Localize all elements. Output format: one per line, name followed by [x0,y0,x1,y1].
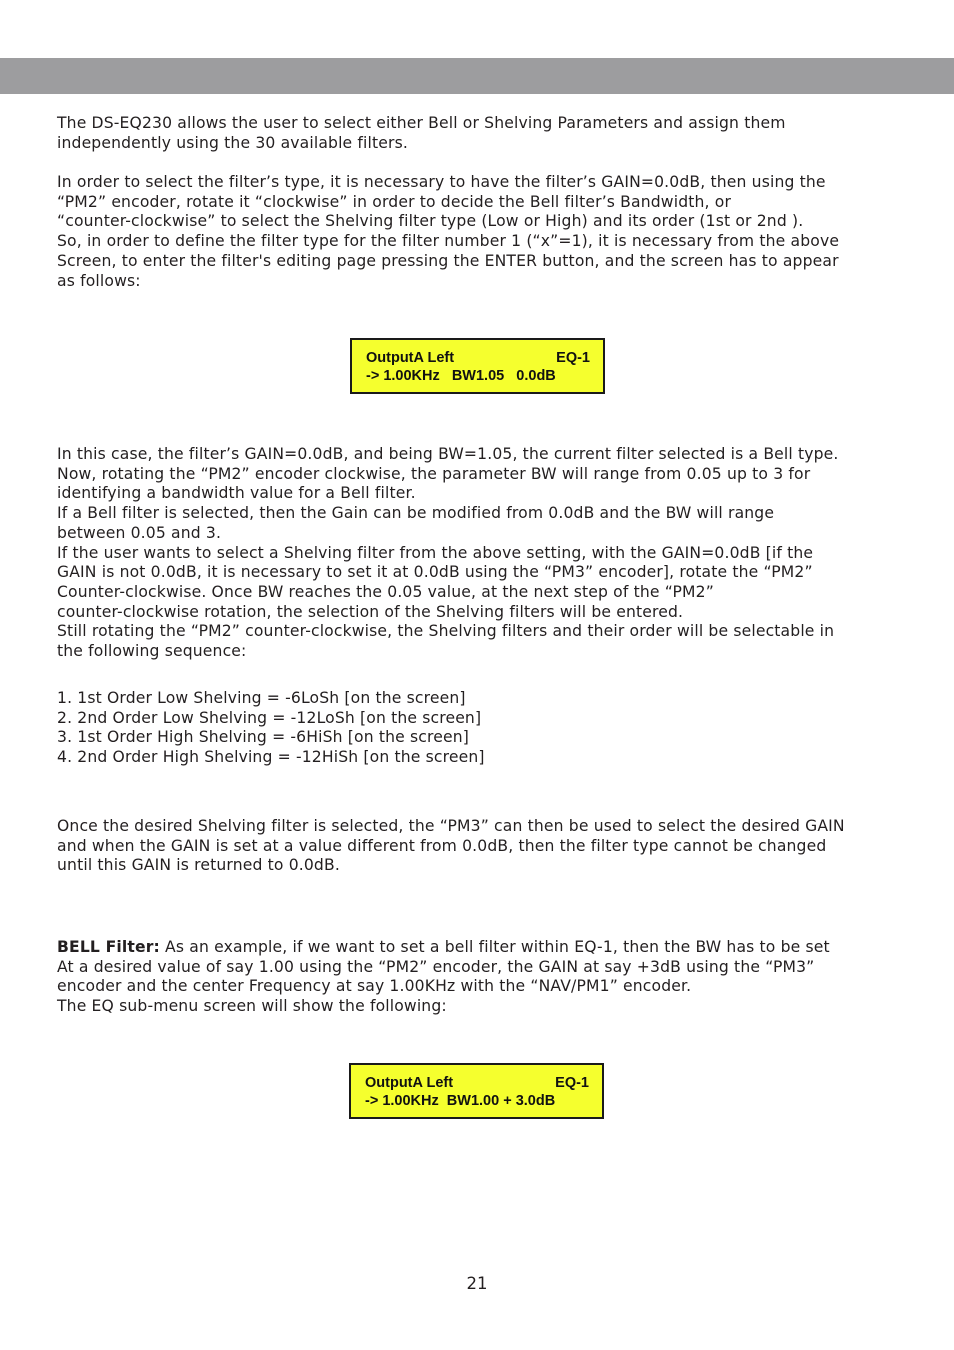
page-number: 21 [466,1274,488,1293]
filter-type-paragraph: In order to select the filter’s type, it is necessary to have the filter’s GAIN=0.0dB, then using the “PM2” encoder, rotate it “clockwise” in order to decide the Bell filter’s Bandwidth, or “counter-clockwise” to select the Shelving filter type (Low or High) and its order (1st or 2nd ). So, in order to define the filter type for the filter number 1 (“x”=1), it is necessary from the above Screen, to enter the filter's editing page pressing the ENTER button, and the screen has to appear as follows: [57,173,840,290]
lcd-parameters: -> 1.00KHz BW1.05 0.0dB [366,368,556,384]
header-bar [0,58,954,94]
bell-shelving-paragraph: In this case, the filter’s GAIN=0.0dB, and being BW=1.05, the current filter selected is a Bell type. Now, rotating the “PM2” encoder clockwise, the parameter BW will range from 0.05 up to 3 for identifying a bandwidth value for a Bell filter. If a Bell filter is selected, then the Gain can be modified from 0.0dB and the BW will range between 0.05 and 3. If the user wants to select a Shelving filter from the above setting, with the GAIN=0.0dB [if the GAIN is not 0.0dB, it is necessary to set it at 0.0dB using the “PM3” encoder], rotate the “PM2” Counter-clockwise. Once BW reaches the 0.05 value, at the next step of the “PM2” counter-clockwise rotation, the selection of the Shelving filters will be entered. Still rotating the “PM2” counter-clockwise, the Shelving filters and their order will be selectable in the following sequence: [57,445,839,661]
lcd-channel-label: OutputA Left [365,1075,454,1091]
lcd-screen-bell-set [349,1063,604,1119]
list-item: 4. 2nd Order High Shelving = -12HiSh [on the screen] [57,748,485,767]
bell-filter-label: BELL Filter: [57,938,160,956]
list-item: 2. 2nd Order Low Shelving = -12LoSh [on the screen] [57,708,482,727]
lcd-channel-label: OutputA Left [366,350,455,366]
intro-paragraph: The DS-EQ230 allows the user to select either Bell or Shelving Parameters and assign them independently using the 30 available filters. [57,114,786,152]
bell-filter-paragraph: BELL Filter: As an example, if we want to set a bell filter within EQ-1, then the BW has to be set At a desired value of say 1.00 using the “PM2” encoder, the GAIN at say +3dB using the “PM3” encoder and the center Frequency at say 1.00KHz with the “NAV/PM1” encoder. The EQ sub-menu screen will show the following: [57,938,830,1016]
shelving-list [57,689,897,768]
lcd-eq-label: EQ-1 [555,1075,589,1091]
list-item: 3. 1st Order High Shelving = -6HiSh [on the screen] [57,728,469,747]
lcd-screen-bell-default [350,338,605,394]
gain-paragraph: Once the desired Shelving filter is selected, the “PM3” can then be used to select the desired GAIN and when the GAIN is set at a value different from 0.0dB, then the filter type cannot be changed until this GAIN is returned to 0.0dB. [57,817,845,875]
lcd-parameters: -> 1.00KHz BW1.00 + 3.0dB [365,1093,556,1109]
lcd-eq-label: EQ-1 [556,350,590,366]
list-item: 1. 1st Order Low Shelving = -6LoSh [on the screen] [57,689,466,707]
